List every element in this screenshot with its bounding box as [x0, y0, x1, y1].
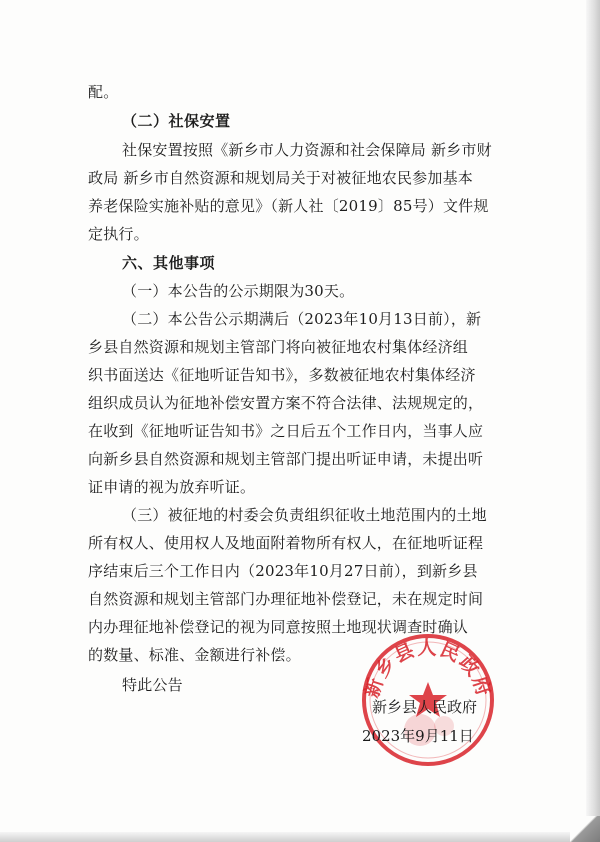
closing-text: 特此公告 [122, 676, 183, 694]
page-edge-shadow [586, 0, 600, 842]
text-line: 自然资源和规划主管部门办理征地补偿登记，未在规定时间 [88, 590, 484, 608]
text-line: 内办理征地补偿登记的视为同意按照土地现状调查时确认 [88, 618, 469, 636]
page-corner-fold [570, 816, 600, 842]
seal-text: 新乡县人民政府 [360, 636, 496, 701]
section-heading-other-matters: 六、其他事项 [122, 254, 216, 272]
text-line: 定执行。 [88, 225, 149, 243]
text-line: 证申请的视为放弃听证。 [88, 478, 256, 496]
text-line: 乡县自然资源和规划主管部门将向被征地农村集体经济组 [88, 338, 469, 356]
text-line: 社保安置按照《新乡市人力资源和社会保障局 新乡市财 [122, 141, 492, 159]
text-line: 的数量、标准、金额进行补偿。 [88, 646, 301, 664]
text-line: （三）被征地的村委会负责组织征收土地范围内的土地 [122, 506, 487, 524]
text-line: 向新乡县自然资源和规划主管部门提出听证申请，未提出听 [88, 450, 484, 468]
signature-date: 2023年9月11日 [362, 727, 474, 745]
text-line: 所有权人、使用权人及地面附着物所有权人，在征地听证程 [88, 534, 484, 552]
page-bottom-shadow [0, 832, 600, 842]
text-line: 养老保险实施补贴的意见》（新人社〔2019〕85号）文件规 [88, 197, 489, 215]
text-line: 配。 [88, 83, 119, 101]
text-line: 序结束后三个工作日内（2023年10月27日前），到新乡县 [88, 562, 478, 580]
text-line: （一）本公告的公示期限为30天。 [122, 282, 355, 300]
text-line: 组织成员认为征地补偿安置方案不符合法律、法规规定的， [88, 394, 484, 412]
signature-organization: 新乡县人民政府 [372, 698, 478, 716]
text-line: 政局 新乡市自然资源和规划局关于对被征地农民参加基本 [88, 169, 473, 187]
section-heading-social-security: （二）社保安置 [122, 112, 231, 130]
text-line: 在收到《征地听证告知书》之日后五个工作日内，当事人应 [88, 422, 484, 440]
text-line: 织书面送达《征地听证告知书》，多数被征地农村集体经济 [88, 366, 476, 384]
text-line: （二）本公告公示期满后（2023年10月13日前），新 [122, 310, 482, 328]
